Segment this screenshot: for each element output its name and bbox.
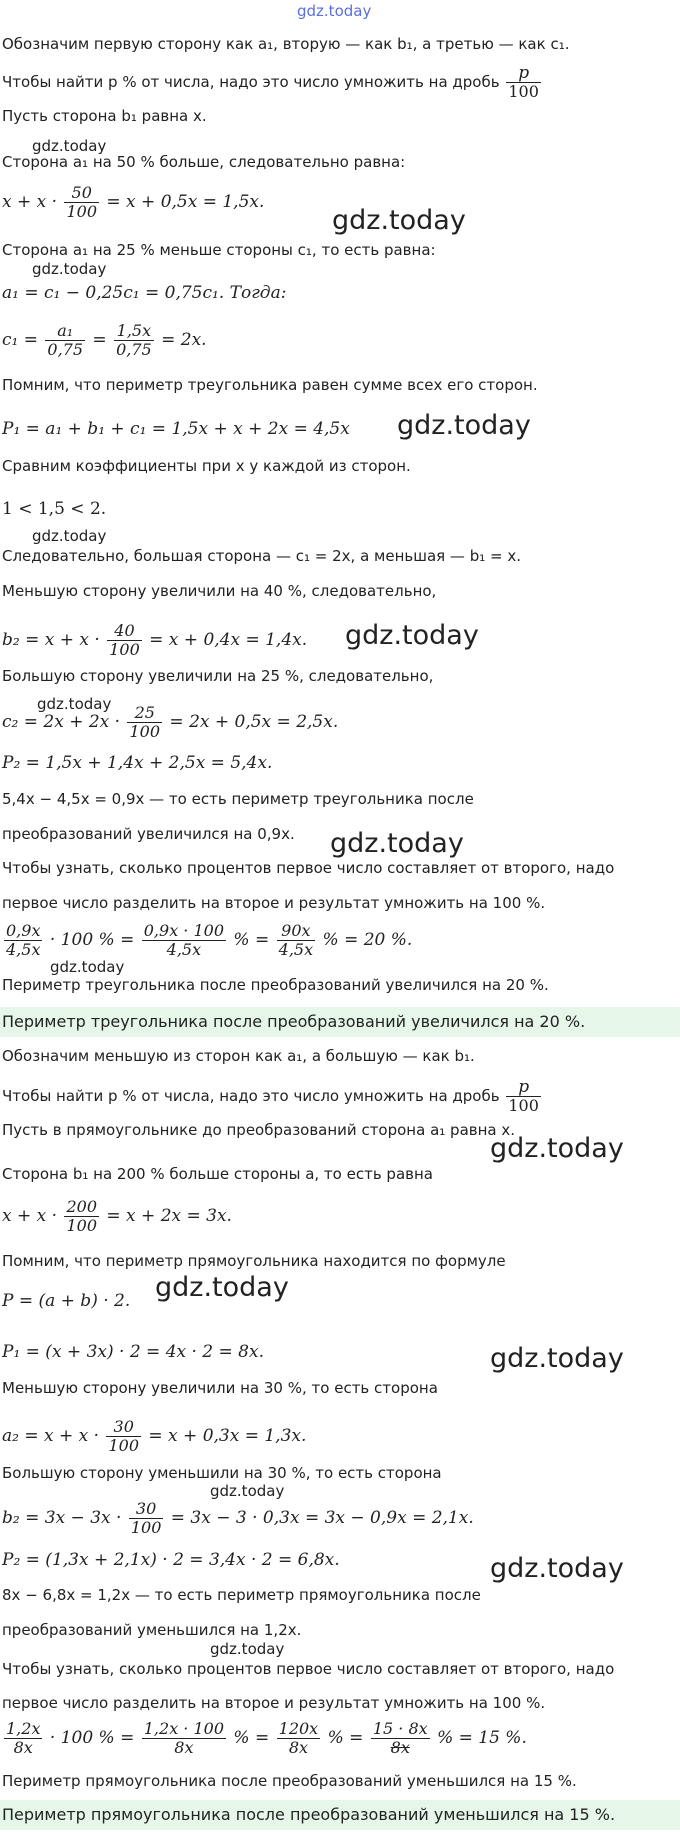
fraction-denominator: 0,75 xyxy=(47,340,84,359)
fraction-denominator: 4,5x xyxy=(278,940,314,959)
math-line: P = (a + b) · 2. xyxy=(2,1291,131,1311)
math-line xyxy=(2,704,338,741)
math-segment: = 2x + 0,5x = 2,5x. xyxy=(169,712,339,732)
math-line: P₁ = a₁ + b₁ + c₁ = 1,5x + x + 2x = 4,5x xyxy=(2,419,350,439)
math-segment: c₁ = xyxy=(2,330,38,350)
fraction-numerator: 50 xyxy=(64,184,99,203)
text-line: Периметр треугольника после преобразований увеличился на 20 %. xyxy=(2,976,549,994)
watermark: gdz.today xyxy=(37,695,112,713)
text-line: преобразований уменьшился на 1,2x. xyxy=(2,1621,302,1639)
text-line: Меньшую сторону увеличили на 40 %, следовательно, xyxy=(2,582,437,600)
watermark-top: gdz.today xyxy=(297,2,372,20)
watermark: gdz.today xyxy=(32,527,107,545)
math-line: a₁ = c₁ − 0,25c₁ = 0,75c₁. Тогда: xyxy=(2,283,287,303)
math-segment: = x + 0,4x = 1,4x. xyxy=(149,630,308,650)
fraction-numerator: 40 xyxy=(107,622,142,641)
fraction xyxy=(45,322,85,359)
watermark: gdz.today xyxy=(345,620,479,651)
math-segment: a₂ = x + x · xyxy=(2,1426,100,1446)
watermark: gdz.today xyxy=(490,1133,624,1164)
fraction-numerator: 30 xyxy=(129,1500,164,1519)
watermark: gdz.today xyxy=(397,410,531,441)
text-line: первое число разделить на второе и результат умножить на 100 %. xyxy=(2,894,546,912)
math-segment: = x + 0,3x = 1,3x. xyxy=(148,1426,307,1446)
fraction xyxy=(127,704,162,741)
math-line: P₁ = (x + 3x) · 2 = 4x · 2 = 8x. xyxy=(2,1342,264,1362)
text-line: Сторона b₁ на 200 % больше стороны a, то есть равна xyxy=(2,1165,433,1183)
fraction-numerator: 0,9x xyxy=(6,921,41,940)
watermark: gdz.today xyxy=(32,260,107,278)
fraction-denominator: 100 xyxy=(508,1096,539,1115)
text-line: Сторона a₁ на 25 % меньше стороны c₁, то есть равна: xyxy=(2,241,436,259)
text-line: Сравним коэффициенты при x у каждой из сторон. xyxy=(2,457,411,475)
text-line: Пусть сторона b₁ равна x. xyxy=(2,107,207,125)
text-line: Обозначим меньшую из сторон как a₁, а большую — как b₁. xyxy=(2,1047,475,1065)
fraction-denominator: 4,5x xyxy=(166,940,202,959)
fraction-denominator: 100 xyxy=(129,722,161,741)
text-line: Чтобы узнать, сколько процентов первое число составляет от второго, надо xyxy=(2,1660,615,1678)
fraction xyxy=(114,322,154,359)
text-line: первое число разделить на второе и результат умножить на 100 %. xyxy=(2,1694,546,1712)
fraction xyxy=(107,622,142,659)
fraction-denominator: 0,75 xyxy=(116,340,152,359)
fraction xyxy=(277,1720,321,1757)
fraction xyxy=(4,922,42,959)
fraction xyxy=(142,1720,226,1757)
fraction-numerator: 200 xyxy=(66,1197,97,1216)
text-line: Следовательно, большая сторона — c₁ = 2x, а меньшая — b₁ = x. xyxy=(2,547,521,565)
fraction-numerator: p xyxy=(506,64,541,83)
math-line xyxy=(2,1720,527,1757)
text-line: Большую сторону уменьшили на 30 %, то есть сторона xyxy=(2,1464,442,1482)
math-line: 1 < 1,5 < 2. xyxy=(2,499,107,519)
text-line: Обозначим первую сторону как a₁, вторую — как b₁, а третью — как c₁. xyxy=(2,35,570,53)
text-line: преобразований увеличился на 0,9x. xyxy=(2,825,295,843)
answer-banner: Периметр прямоугольника после преобразований уменьшился на 15 %. xyxy=(0,1800,680,1830)
fraction xyxy=(371,1720,430,1757)
fraction xyxy=(64,184,99,221)
text-line: 5,4x − 4,5x = 0,9x — то есть периметр треугольника после xyxy=(2,790,474,808)
fraction-numerator: 0,9x · 100 xyxy=(143,921,225,940)
fraction xyxy=(129,1500,164,1537)
text-segment: Чтобы найти p % от числа, надо это число умножить на дробь xyxy=(2,73,500,91)
fraction xyxy=(506,64,541,101)
watermark: gdz.today xyxy=(210,1482,285,1500)
math-segment: x + x · xyxy=(2,1206,58,1226)
text-line xyxy=(2,64,543,101)
text-line: Пусть в прямоугольнике до преобразований сторона a₁ равна x. xyxy=(2,1121,516,1139)
text-line xyxy=(2,1078,543,1115)
fraction-numerator: a₁ xyxy=(45,322,85,341)
math-line: P₂ = 1,5x + 1,4x + 2,5x = 5,4x. xyxy=(2,753,273,773)
watermark: gdz.today xyxy=(490,1553,624,1584)
fraction-numerator: 1,2x xyxy=(6,1719,41,1738)
math-line xyxy=(2,322,207,359)
fraction-denominator: 100 xyxy=(66,1216,97,1235)
answer-banner: Периметр треугольника после преобразований увеличился на 20 %. xyxy=(0,1007,680,1037)
math-segment: % = xyxy=(233,1728,270,1748)
fraction-denominator: 100 xyxy=(108,1436,139,1455)
watermark: gdz.today xyxy=(50,958,125,976)
math-line xyxy=(2,1500,474,1537)
math-segment: · 100 % = xyxy=(49,1728,135,1748)
text-line: Периметр прямоугольника после преобразований уменьшился на 15 %. xyxy=(2,1772,577,1790)
fraction-numerator: 120x xyxy=(278,1719,319,1738)
math-segment: = 2x. xyxy=(161,330,207,350)
text-segment: Чтобы найти p % от числа, надо это число умножить на дробь xyxy=(2,1087,500,1105)
math-segment: % = xyxy=(327,1728,364,1748)
fraction-denominator: 100 xyxy=(66,202,97,221)
fraction-numerator: 25 xyxy=(127,704,162,723)
fraction xyxy=(64,1198,99,1235)
fraction-numerator: 1,2x · 100 xyxy=(143,1719,225,1738)
fraction xyxy=(4,1720,42,1757)
math-segment: b₂ = 3x − 3x · xyxy=(2,1508,122,1528)
fraction-denominator: 8x xyxy=(13,1738,33,1757)
fraction-numerator: 15 · 8x xyxy=(372,1719,428,1738)
fraction xyxy=(106,1418,141,1455)
math-line xyxy=(2,922,412,959)
fraction xyxy=(506,1078,541,1115)
text-line: Помним, что периметр треугольника равен сумме всех его сторон. xyxy=(2,376,538,394)
math-segment: % = 15 %. xyxy=(437,1728,527,1748)
fraction-numerator: 1,5x xyxy=(114,322,154,341)
fraction-numerator: 90x xyxy=(277,922,315,941)
watermark: gdz.today xyxy=(32,137,107,155)
watermark: gdz.today xyxy=(332,205,466,236)
math-segment: = x + 0,5x = 1,5x. xyxy=(106,192,265,212)
watermark: gdz.today xyxy=(330,828,464,859)
fraction-denominator: 8x xyxy=(390,1738,410,1757)
fraction-denominator: 8x xyxy=(288,1738,309,1757)
watermark: gdz.today xyxy=(210,1640,285,1658)
math-segment: % = 20 %. xyxy=(322,930,413,950)
fraction-denominator: 100 xyxy=(508,82,539,101)
fraction-denominator: 100 xyxy=(109,640,140,659)
math-line xyxy=(2,1418,306,1455)
math-segment: · 100 % = xyxy=(49,930,135,950)
math-line: P₂ = (1,3x + 2,1x) · 2 = 3,4x · 2 = 6,8x. xyxy=(2,1550,340,1570)
math-segment: = 3x − 3 · 0,3x = 3x − 0,9x = 2,1x. xyxy=(170,1508,474,1528)
fraction-numerator: p xyxy=(506,1078,541,1097)
fraction-numerator: 30 xyxy=(106,1418,141,1437)
fraction xyxy=(277,922,315,959)
math-line xyxy=(2,184,264,221)
fraction-denominator: 8x xyxy=(174,1738,194,1757)
text-line: Сторона a₁ на 50 % больше, следовательно равна: xyxy=(2,153,406,171)
math-segment: % = xyxy=(233,930,270,950)
math-segment: = x + 2x = 3x. xyxy=(106,1206,232,1226)
math-line xyxy=(2,622,307,659)
text-line: 8x − 6,8x = 1,2x — то есть периметр прямоугольника после xyxy=(2,1586,481,1604)
math-segment: = xyxy=(92,330,107,350)
math-line xyxy=(2,1198,232,1235)
fraction-denominator: 100 xyxy=(130,1518,162,1537)
watermark: gdz.today xyxy=(490,1343,624,1374)
text-line: Меньшую сторону увеличили на 30 %, то есть сторона xyxy=(2,1379,438,1397)
fraction-denominator: 4,5x xyxy=(6,940,41,959)
watermark: gdz.today xyxy=(155,1272,289,1303)
math-segment: x + x · xyxy=(2,192,58,212)
text-line: Помним, что периметр прямоугольника находится по формуле xyxy=(2,1252,506,1270)
text-line: Большую сторону увеличили на 25 %, следовательно, xyxy=(2,667,434,685)
math-segment: c₂ = 2x + 2x · xyxy=(2,712,121,732)
math-segment: b₂ = x + x · xyxy=(2,630,100,650)
text-line: Чтобы узнать, сколько процентов первое число составляет от второго, надо xyxy=(2,859,615,877)
fraction xyxy=(142,922,226,959)
